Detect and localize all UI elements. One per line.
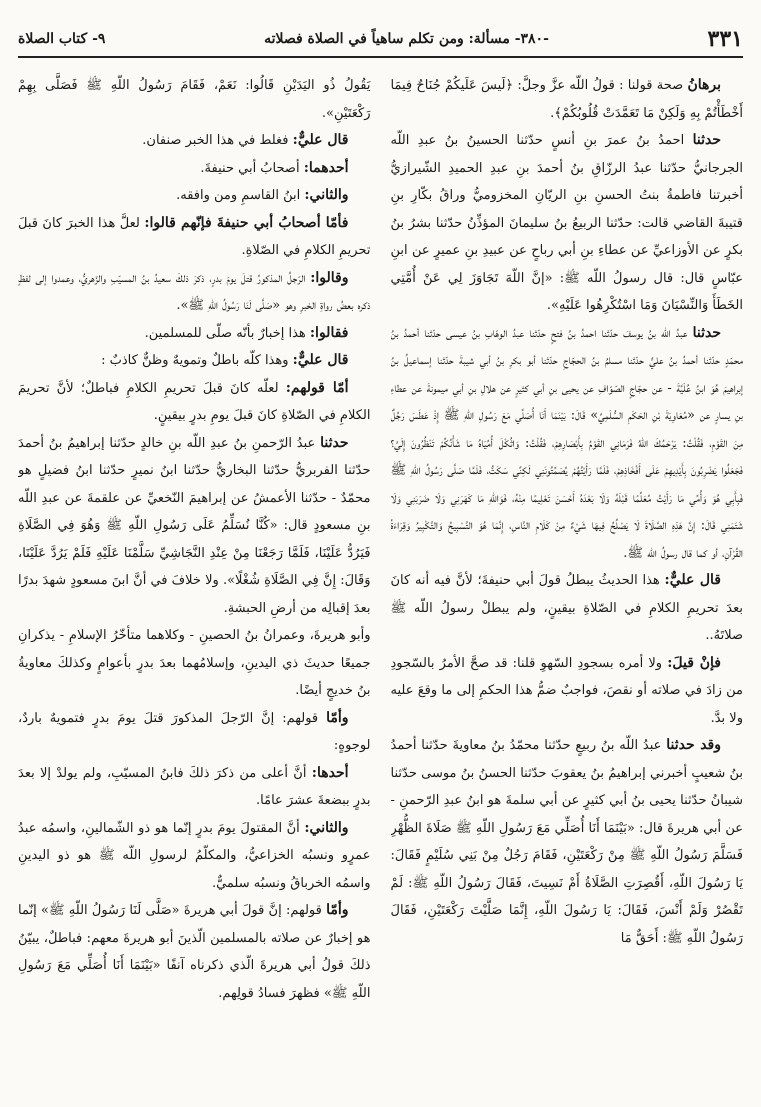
paragraph	[18, 127, 371, 155]
paragraph-text: احمدُ بنُ عمرَ بنِ أنسٍ حدّثنا الحسينُ بنُ عبدِ اللّه الجرجانيُّ حدّثنا عبدُ الرزّاقِ بنُ أحمدَ بنِ عبدِ الحميدِ الشّيرازيُّ أخبرتنا فاطمةُ بنتُ الحسنِ بنِ الريّانِ المخزوميُّ وراقُ بكّارِ بنِ قتيبةَ القاضي قالت: حدّثنا الربيعُ بنُ سليمانَ المؤذِّنُ حدّثنا بشرُ بنُ بكرٍ عن الأوزاعيِّ عن عطاءِ بنِ أبي رباحٍ عن عبيدِ بنِ عميرٍ عن ابنِ عبّاسٍ قال: قال رسولُ اللّه ﷺ: «إنَّ اللّهَ تَجَاوَزَ لِي عَنْ أُمَّتِي الخَطَأَ وَالنِّسْيَانَ وَمَا اسْتُكْرِهُوا عَلَيْهِ».	[390, 133, 743, 313]
paragraph-lead: قال عليٌّ:	[664, 572, 721, 588]
paragraph-text: عبدُ اللّه بنُ ربيعٍ حدّثنا محمّدُ بنُ معاويةَ حدّثنا أحمدُ بنُ شعيبٍ أخبرني إبراهيمُ بنُ يعقوبَ حدّثنا الحسنُ بنُ موسى حدّثنا شيبانُ حدّثنا يحيى بنُ أبي كثيرٍ عن أبي سلمةَ هو ابنُ عبدِ الرّحمنِ - عن أبي هريرةَ قال: «بَيْنَمَا أَنَا أُصَلِّي مَعَ رَسُولِ اللّهِ ﷺ صَلَاةَ الظُّهْرِ فَسَلَّمَ رَسُولُ اللّهِ ﷺ مِنْ رَكْعَتَيْنِ، فَقَامَ رَجُلٌ مِنْ بَنِي سُلَيْمٍ فَقَالَ: يَا رَسُولَ اللّهِ، أَقُصِرَتِ الصَّلَاةُ أَمْ نَسِيتَ، فَقَالَ رَسُولُ اللّهِ ﷺ: لَمْ تَقْصُرْ وَلَمْ أَنْسَ، فَقَالَ: يَا رَسُولَ اللّهِ، إِنَّمَا صَلَّيْتَ رَكْعَتَيْنِ، فَقَالَ رَسُولُ اللّهِ ﷺ: أَحَقٌّ مَا	[390, 738, 743, 946]
paragraph-lead: والثاني:	[304, 187, 349, 203]
paragraph	[391, 127, 744, 320]
paragraph-text: لعلّه كانَ قبلَ تحريمِ الكلامِ فباطلٌ؛ لأنَّ تحريمَ الكلامِ في الصّلاةِ كانَ قبلَ يومِ بدرٍ بيقينٍ.	[18, 380, 371, 423]
paragraph-text: فغلط في هذا الخبر صنفان.	[142, 133, 293, 148]
paragraph-text: أنَّ المقتولَ يومَ بدرٍ إنّما هو ذو الشّمالينِ، واسمُه عبدُ عمرٍو ونسبُه الخزاعيُّ، والمكلّمُ لرسولِ اللّه ﷺ هو ذو اليدينِ واسمُه الخرباقُ ونسبُه سلميٌّ.	[18, 820, 371, 891]
paragraph	[18, 72, 371, 127]
paragraph-text: قولهم: إنَّ قولَ أبي هريرةَ «صَلَّى لَنَا رَسُولُ اللّهِ ﷺ» إنّما هو إخبارٌ عن صلاته بالمسلمين الّذينَ أبو هريرةَ معهم: فباطلٌ، يبيّنُ ذلكَ قولُ أبي هريرةَ الّذي ذكرناه آنفًا «بَيْنَمَا أَنَا أُصَلِّي مَعَ رَسُولِ اللّهِ ﷺ» فظهرَ فسادُ قولِهم.	[18, 903, 371, 1001]
paragraph	[18, 182, 371, 210]
paragraph	[18, 347, 371, 375]
paragraph-lead: برهانُ	[687, 77, 721, 93]
paragraph	[18, 430, 371, 623]
paragraph-lead: وقد حدثنا	[666, 737, 721, 753]
running-title: -٣٨٠- مسألة: ومن تكلم ساهياً في الصلاة فصلاته	[264, 31, 549, 47]
book-title: ٩- كتاب الصلاة	[18, 31, 106, 47]
paragraph-text: عبدُ اللّه بنُ يوسفَ حدّثنا احمدُ بنُ فتحٍ حدّثنا عبدُ الوهّابِ بنُ عيسى حدّثنا أحمدُ بنُ محمّدٍ حدّثنا أحمدُ بنُ عليٍّ حدّثنا مسلمُ بنُ الحجّاجِ حدّثنا أبو بكرِ بنُ أبي شيبةَ حدّثنا إسماعيلُ بنُ إبراهيمَ هُوَ ابنُ عُلَيَّةَ - عن حجّاجٍ الصّوّافِ عن يحيى بنِ أبي كثيرٍ عن هلالِ بنِ أبي ميمونةَ عن عطاءِ بنِ يسارٍ عن «مُعَاوِيَةَ بْنِ الحَكَمِ السُّلَمِيِّ» قَالَ: بَيْنَمَا أَنَا أُصَلِّي مَعَ رَسُولِ اللّهِ ﷺ إِذْ عَطَسَ رَجُلٌ مِنَ القَوْمِ، فَقُلْتُ: يَرْحَمُكَ اللّهُ فَرَمَانِي القَوْمُ بِأَبْصَارِهِمْ، فَقُلْتُ: وَاثُكْلَ أُمِّيَاهُ مَا شَأْنُكُمْ تَنْظُرُونَ إِلَيَّ؟ فَجَعَلُوا يَضْرِبُونَ بِأَيْدِيهِمْ عَلَى أَفْخَاذِهِمْ، فَلَمَّا رَأَيْتُهُمْ يُصَمِّتُونَنِي لَكِنِّي سَكَتُّ، فَلَمَّا صَلَّى رَسُولُ اللّهِ ﷺ فَبِأَبِي هُوَ وَأُمِّي مَا رَأَيْتُ مُعَلِّمًا قَبْلَهُ وَلَا بَعْدَهُ أَحْسَنَ تَعْلِيمًا مِنْهُ، فَوَاللّهِ مَا كَهَرَنِي وَلَا ضَرَبَنِي وَلَا شَتَمَنِي قَالَ: إِنَّ هَذِهِ الصَّلَاةَ لَا يَصْلُحُ فِيهَا شَيْءٌ مِنْ كَلَامِ النَّاسِ، إِنَّمَا هُوَ التَّسْبِيحُ وَالتَّكْبِيرُ وَقِرَاءَةُ القُرْآنِ، أو كما قال رسولُ اللّه ﷺ.	[390, 325, 743, 561]
paragraph-lead: وأمّا	[326, 902, 349, 918]
paragraph-text: لعلَّ هذا الخبرَ كانَ قبلَ تحريمِ الكلامِ في الصّلاةِ.	[18, 215, 371, 258]
paragraph-lead: والثاني:	[304, 819, 349, 836]
paragraph-lead: فإنْ قيلَ:	[667, 654, 721, 671]
paragraph	[391, 567, 744, 650]
paragraph	[18, 705, 371, 760]
right-column	[391, 72, 744, 1089]
paragraph-text: ولا أمره بسجودِ السّهوِ قلنا: قد صحَّ الأمرُ بالسّجودِ من زادَ في صلاته أو نقصَ، فواجبٌ ضمُّ هذا الحكمِ إلى ما وقعَ عليه ولا بدَّ.	[390, 655, 743, 726]
paragraph-text: وأبو هريرةَ، وعمرانُ بنُ الحصينِ - وكلاهما متأخّرُ الإسلامِ - يذكرانِ جميعًا حديثَ ذي اليدينِ، وإسلامُهما بعدَ بدرٍ بأعوامٍ وكذلكَ معاويةُ بنُ خديجٍ أيضًا.	[18, 628, 371, 698]
paragraph	[391, 732, 744, 952]
paragraph	[18, 155, 371, 183]
paragraph-lead: حدثنا	[320, 434, 349, 451]
paragraph-lead: فقالوا:	[309, 324, 349, 341]
paragraph	[18, 760, 371, 815]
paragraph-text: وهذا كلّه باطلٌ وتمويهٌ وظنٌّ كاذبٌ :	[101, 353, 293, 368]
left-column	[18, 72, 371, 1089]
paragraph-text: ابنُ القاسمِ ومن وافقه.	[176, 188, 305, 203]
paragraph-lead: حدثنا	[692, 132, 721, 148]
paragraph	[18, 622, 371, 705]
paragraph-text: عبدُ الرّحمنِ بنُ عبدِ اللّه بنِ خالدٍ حدّثنا إبراهيمُ بنُ أحمدَ حدّثنا الفربريُّ حدّثنا البخاريُّ حدّثنا ابنُ نميرٍ حدّثنا ابنُ فضيلٍ هو محمّدٌ - حدّثنا الأعمشُ عن إبراهيمَ النّخعيِّ عن علقمةَ عن عبدِ اللّه بنِ مسعودٍ قال: «كُنَّا نُسَلِّمُ عَلَى رَسُولِ اللّهِ ﷺ وَهُوَ فِي الصَّلَاةِ فَيَرُدُّ عَلَيْنَا، فَلَمَّا رَجَعْنَا مِنْ عِنْدِ النَّجَاشِيِّ سَلَّمْنَا عَلَيْهِ فَلَمْ يَرُدَّ عَلَيْنَا، وَقَالَ: إِنَّ فِي الصَّلَاةِ شُغْلًا». ولا خلافَ في أنَّ ابنَ مسعودٍ شهدَ بدرًا بعدَ إقبالِه من أرضِ الحبشةِ.	[18, 435, 371, 616]
paragraph	[18, 265, 371, 320]
paragraph	[18, 897, 371, 1007]
paragraph	[18, 210, 371, 265]
paragraph-text: أصحابُ أبي حنيفةَ.	[200, 160, 304, 176]
paragraph	[18, 320, 371, 348]
paragraph-lead: أحدهما:	[303, 159, 349, 176]
paragraph	[391, 320, 744, 568]
page-number: ٣٣١	[707, 26, 743, 52]
paragraph	[18, 375, 371, 430]
paragraph-lead: أحدها:	[311, 764, 349, 781]
paragraph-text: يَقُولُ ذُو اليَدَيْنِ قَالُوا: نَعَمْ، فَقَامَ رَسُولُ اللّهِ ﷺ فَصَلَّى بِهِمْ رَكْعَتَيْنِ».	[18, 78, 371, 121]
paragraph-lead: وقالوا:	[310, 269, 349, 286]
paragraph-text: أنَّ أعلى من ذكرَ ذلكَ فابنُ المسيّبِ، ولم يولدْ إلا بعدَ بدرٍ ببضعةَ عشرَ عامًا.	[18, 765, 371, 808]
paragraph-text: هذا إخبارٌ بأنّه صلّى للمسلمين.	[144, 325, 310, 341]
paragraph-lead: قال عليٌّ:	[292, 132, 349, 148]
paragraph-lead: أمّا قولهم:	[285, 379, 349, 396]
paragraph	[391, 72, 744, 127]
page-header	[18, 22, 743, 58]
paragraph-text: الرّجلُ المذكورُ قتلَ يومَ بدرٍ، ذكرَ ذلكَ سعيدُ بنُ المسيّبِ والزّهريُّ، وعمدوا إلى لفظٍ ذكره بعضُ رواةِ الخبرِ وهو «صَلَّى لَنَا رَسُولُ اللّهِ ﷺ».	[18, 270, 371, 313]
paragraph-lead: وأمّا	[326, 709, 349, 726]
paragraph-lead: فأمّا أصحابُ أبي حنيفةَ فإنّهم قالوا:	[144, 214, 349, 231]
paragraph-lead: قال عليٌّ:	[292, 352, 349, 368]
paragraph-text: صحة قولنا : قولُ اللّه عزَّ وجلَّ: ﴿لَيسَ عَلَيكُمْ جُنَاحٌ فِيمَا أَخْطَأْتُمْ بِهِ وَلَكِنْ مَا تَعَمَّدَتْ قُلُوبُكُمْ﴾.	[390, 78, 743, 121]
paragraph	[18, 815, 371, 898]
text-columns	[18, 72, 743, 1089]
paragraph	[391, 650, 744, 733]
paragraph-text: هذا الحديثُ يبطلُ قولَ أبي حنيفةَ؛ لأنَّ فيه أنه كانَ بعدَ تحريمِ الكلامِ في الصّلاةِ بيقينٍ، ولم يبطلْ رسولُ اللّه ﷺ صلاتَهُ..	[390, 573, 743, 643]
paragraph-lead: حدثنا	[692, 324, 721, 341]
paragraph-text: قولهم: إنَّ الرّجلَ المذكورَ قتلَ يومَ بدرٍ فتمويهٌ باردٌ، لوجوهٍ:	[18, 710, 371, 753]
